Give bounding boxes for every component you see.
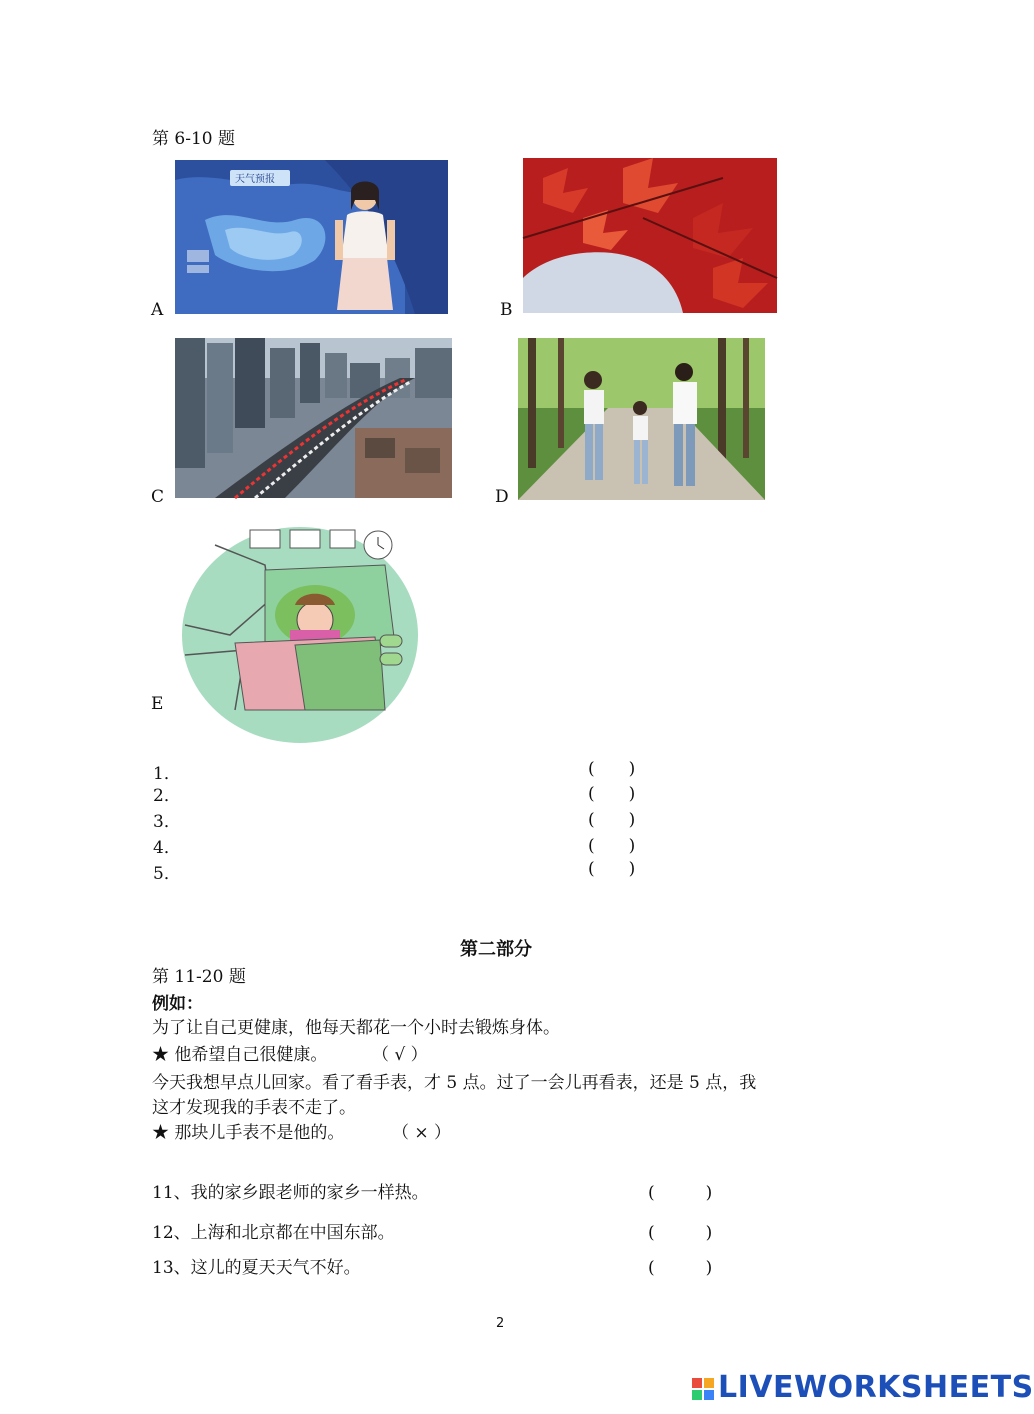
answer-1-blank[interactable]: ( ) bbox=[588, 759, 636, 779]
answer-2-blank[interactable]: ( ) bbox=[588, 784, 636, 804]
example1-answer: （ √ ） bbox=[372, 1045, 428, 1065]
question-12-blank[interactable]: ( ) bbox=[648, 1223, 713, 1243]
image-label-e: E bbox=[151, 694, 164, 714]
answer-2-number: 2． bbox=[153, 786, 181, 806]
image-label-a: A bbox=[151, 300, 164, 320]
question-11-blank[interactable]: ( ) bbox=[648, 1183, 713, 1203]
part2-title: 第二部分 bbox=[460, 939, 532, 960]
example2-statement: ★ 那块儿手表不是他的。 bbox=[152, 1123, 345, 1143]
example2-answer: （ × ） bbox=[392, 1123, 452, 1143]
answer-5-number: 5． bbox=[153, 864, 181, 884]
section-heading-11-20: 第 11-20 题 bbox=[152, 967, 246, 987]
example2-text-line2: 这才发现我的手表不走了。 bbox=[152, 1098, 356, 1118]
image-label-d: D bbox=[495, 487, 509, 507]
image-weather-forecast bbox=[175, 160, 448, 314]
page-number: 2 bbox=[496, 1316, 505, 1331]
example-label: 例如： bbox=[152, 994, 203, 1014]
question-13-text: 13、这儿的夏天天气不好。 bbox=[152, 1258, 361, 1278]
answer-4-number: 4． bbox=[153, 838, 181, 858]
weather-banner-text: 天气预报 bbox=[235, 174, 275, 185]
image-label-c: C bbox=[151, 487, 165, 507]
question-13-blank[interactable]: ( ) bbox=[648, 1258, 713, 1278]
answer-3-blank[interactable]: ( ) bbox=[588, 810, 636, 830]
example1-text: 为了让自己更健康，他每天都花一个小时去锻炼身体。 bbox=[152, 1018, 560, 1038]
image-label-b: B bbox=[500, 300, 513, 320]
image-red-maple-leaves bbox=[523, 158, 777, 313]
example2-text-line1: 今天我想早点儿回家。看了看手表，才 5 点。过了一会儿再看表，还是 5 点，我 bbox=[152, 1073, 757, 1093]
image-family-walk bbox=[518, 338, 765, 500]
liveworksheets-brand[interactable]: LIVEWORKSHEETS bbox=[718, 1370, 1034, 1405]
answer-1-number: 1． bbox=[153, 764, 181, 784]
question-12-text: 12、上海和北京都在中国东部。 bbox=[152, 1223, 395, 1243]
example1-statement: ★ 他希望自己很健康。 bbox=[152, 1045, 328, 1065]
section-heading-6-10: 第 6-10 题 bbox=[152, 129, 235, 149]
image-city-traffic bbox=[175, 338, 452, 498]
answer-4-blank[interactable]: ( ) bbox=[588, 836, 636, 856]
answer-5-blank[interactable]: ( ) bbox=[588, 859, 636, 879]
image-sick-girl-in-bed bbox=[175, 525, 430, 710]
answer-3-number: 3． bbox=[153, 812, 181, 832]
question-11-text: 11、我的家乡跟老师的家乡一样热。 bbox=[152, 1183, 429, 1203]
liveworksheets-logo-icon bbox=[692, 1378, 714, 1400]
